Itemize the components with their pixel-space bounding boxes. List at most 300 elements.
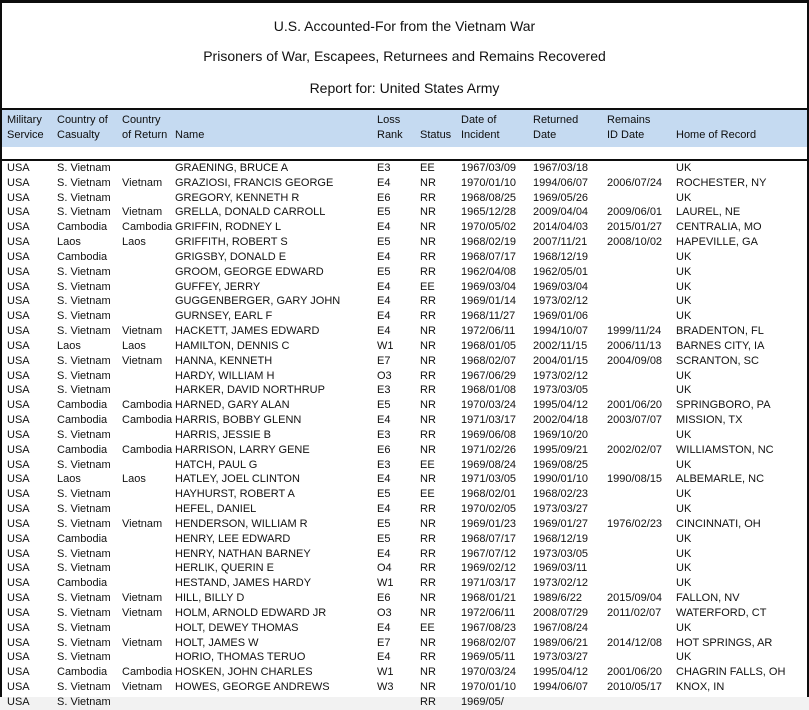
cell-home-of-record: UK (676, 295, 692, 308)
cell-date-of-incident: 1965/12/28 (461, 206, 517, 219)
cell-status: NR (420, 666, 436, 679)
cell-returned-date: 2002/11/15 (533, 339, 588, 352)
cell-date-of-incident: 1969/01/14 (461, 295, 517, 308)
table-row (2, 517, 807, 532)
cell-country-of-return: Vietnam (122, 592, 163, 605)
cell-date-of-incident: 1971/03/17 (461, 414, 517, 427)
cell-country-of-casualty: S. Vietnam (57, 592, 111, 605)
cell-date-of-incident: 1968/08/25 (461, 191, 517, 204)
cell-returned-date: 1968/12/19 (533, 532, 589, 545)
cell-loss-rank: E5 (377, 236, 391, 249)
cell-date-of-incident: 1969/06/08 (461, 428, 517, 441)
cell-loss-rank: E5 (377, 532, 391, 545)
cell-home-of-record: FALLON, NV (676, 592, 740, 605)
cell-returned-date: 1962/05/01 (533, 265, 589, 278)
cell-home-of-record: UK (676, 547, 692, 560)
cell-military-service: USA (7, 695, 30, 708)
cell-status: NR (420, 414, 436, 427)
cell-home-of-record: ALBEMARLE, NC (676, 473, 765, 486)
cell-date-of-incident: 1969/05/11 (461, 651, 516, 664)
cell-name: GREGORY, KENNETH R (175, 191, 300, 204)
cell-country-of-casualty: S. Vietnam (57, 621, 111, 634)
cell-country-of-return: Vietnam (122, 636, 163, 649)
cell-home-of-record: WATERFORD, CT (676, 606, 767, 619)
cell-date-of-incident: 1970/01/10 (461, 176, 517, 189)
cell-date-of-incident: 1970/03/24 (461, 666, 517, 679)
table-row (2, 472, 807, 487)
cell-remains-id-date: 2011/02/07 (607, 606, 662, 619)
col-header-name: Name (175, 129, 205, 141)
cell-loss-rank: E4 (377, 503, 391, 516)
cell-remains-id-date: 2015/01/27 (607, 221, 663, 234)
cell-home-of-record: UK (676, 250, 692, 263)
cell-name: HARDY, WILLIAM H (175, 369, 275, 382)
cell-date-of-incident: 1971/03/17 (461, 577, 517, 590)
table-row-partial (2, 695, 807, 710)
title-block (2, 3, 807, 108)
cell-country-of-casualty: Cambodia (57, 532, 108, 545)
cell-returned-date: 1994/06/07 (533, 680, 589, 693)
cell-home-of-record: UK (676, 162, 692, 174)
cell-country-of-return: Vietnam (122, 325, 163, 338)
cell-loss-rank: E4 (377, 621, 391, 634)
cell-military-service: USA (7, 532, 30, 545)
table-row (2, 161, 807, 176)
table-row (2, 383, 807, 398)
cell-country-of-return: Vietnam (122, 606, 163, 619)
cell-name: HATLEY, JOEL CLINTON (175, 473, 300, 486)
cell-remains-id-date: 2001/06/20 (607, 666, 663, 679)
cell-country-of-casualty: Cambodia (57, 414, 108, 427)
cell-returned-date: 1969/01/06 (533, 310, 589, 323)
cell-date-of-incident: 1967/07/12 (461, 547, 517, 560)
table-row (2, 606, 807, 621)
cell-date-of-incident: 1962/04/08 (461, 265, 517, 278)
cell-home-of-record: UK (676, 651, 692, 664)
cell-country-of-casualty: S. Vietnam (57, 162, 111, 174)
cell-status: EE (420, 458, 435, 471)
cell-home-of-record: UK (676, 532, 692, 545)
cell-home-of-record: UK (676, 280, 692, 293)
cell-returned-date: 1989/06/21 (533, 636, 589, 649)
cell-country-of-casualty: S. Vietnam (57, 606, 111, 619)
cell-country-of-return: Vietnam (122, 206, 163, 219)
cell-name: HOLT, JAMES W (175, 636, 259, 649)
cell-date-of-incident: 1968/02/01 (461, 488, 517, 501)
cell-country-of-casualty: Cambodia (57, 221, 108, 234)
cell-date-of-incident: 1972/06/11 (461, 325, 516, 338)
cell-status: EE (420, 488, 435, 501)
col-header-loss-rank: Loss Rank (377, 114, 403, 141)
cell-military-service: USA (7, 666, 30, 679)
cell-home-of-record: UK (676, 458, 692, 471)
table-row (2, 369, 807, 384)
cell-returned-date: 1968/02/23 (533, 488, 589, 501)
cell-date-of-incident: 1969/05/ (461, 695, 504, 708)
cell-home-of-record: UK (676, 191, 692, 204)
cell-status: RR (420, 651, 436, 664)
cell-date-of-incident: 1971/02/26 (461, 443, 517, 456)
table-row (2, 680, 807, 695)
report-subtitle: Prisoners of War, Escapees, Returnees and Remains Recovered (203, 48, 606, 64)
cell-date-of-incident: 1968/07/17 (461, 532, 517, 545)
table-row (2, 205, 807, 220)
cell-country-of-casualty: Cambodia (57, 666, 108, 679)
table-row (2, 547, 807, 562)
cell-returned-date: 1973/02/12 (533, 577, 589, 590)
cell-military-service: USA (7, 162, 30, 174)
cell-country-of-casualty: S. Vietnam (57, 458, 111, 471)
cell-date-of-incident: 1968/01/08 (461, 384, 517, 397)
cell-loss-rank: O3 (377, 606, 392, 619)
cell-remains-id-date: 1999/11/24 (607, 325, 662, 338)
report-for-line: Report for: United States Army (309, 80, 500, 96)
cell-status: NR (420, 221, 436, 234)
table-row (2, 250, 807, 265)
cell-loss-rank: E6 (377, 191, 391, 204)
cell-status: RR (420, 265, 436, 278)
cell-returned-date: 2002/04/18 (533, 414, 589, 427)
cell-loss-rank: E4 (377, 473, 391, 486)
cell-military-service: USA (7, 399, 30, 412)
cell-name: HERLIK, QUERIN E (175, 562, 275, 575)
cell-home-of-record: LAUREL, NE (676, 206, 741, 219)
cell-name: GROOM, GEORGE EDWARD (175, 265, 324, 278)
cell-country-of-casualty: S. Vietnam (57, 384, 111, 397)
cell-loss-rank: E6 (377, 443, 391, 456)
cell-status: RR (420, 295, 436, 308)
cell-military-service: USA (7, 354, 30, 367)
cell-country-of-casualty: S. Vietnam (57, 680, 111, 693)
col-header-country-of-casualty: Country of Casualty (57, 114, 108, 141)
cell-returned-date: 1995/04/12 (533, 666, 589, 679)
cell-name: HESTAND, JAMES HARDY (175, 577, 312, 590)
cell-home-of-record: HAPEVILLE, GA (676, 236, 758, 249)
cell-country-of-return: Laos (122, 339, 146, 352)
cell-date-of-incident: 1968/02/19 (461, 236, 517, 249)
cell-remains-id-date: 2010/05/17 (607, 680, 663, 693)
cell-loss-rank: W1 (377, 339, 394, 352)
cell-name: GUGGENBERGER, GARY JOHN (175, 295, 341, 308)
cell-name: HACKETT, JAMES EDWARD (175, 325, 320, 338)
cell-name: HARNED, GARY ALAN (175, 399, 290, 412)
table-row (2, 324, 807, 339)
cell-returned-date: 2009/04/04 (533, 206, 589, 219)
table-row (2, 650, 807, 665)
table-row (2, 294, 807, 309)
cell-military-service: USA (7, 577, 30, 590)
cell-remains-id-date: 2015/09/04 (607, 592, 663, 605)
cell-date-of-incident: 1967/08/23 (461, 621, 517, 634)
cell-home-of-record: UK (676, 369, 692, 382)
cell-status: RR (420, 577, 436, 590)
cell-status: RR (420, 369, 436, 382)
cell-returned-date: 1995/09/21 (533, 443, 589, 456)
cell-home-of-record: UK (676, 265, 692, 278)
cell-date-of-incident: 1969/01/23 (461, 517, 517, 530)
cell-returned-date: 1969/03/04 (533, 280, 589, 293)
cell-loss-rank: E4 (377, 414, 391, 427)
col-header-status: Status (420, 129, 452, 141)
cell-date-of-incident: 1969/02/12 (461, 562, 517, 575)
cell-military-service: USA (7, 265, 30, 278)
cell-name: HARRIS, BOBBY GLENN (175, 414, 302, 427)
report-title: U.S. Accounted-For from the Vietnam War (273, 18, 536, 34)
cell-country-of-casualty: S. Vietnam (57, 503, 111, 516)
cell-status: EE (420, 280, 435, 293)
cell-name: GRIFFITH, ROBERT S (175, 236, 288, 249)
cell-name: HAYHURST, ROBERT A (175, 488, 295, 501)
cell-returned-date: 1973/03/05 (533, 547, 589, 560)
cell-name: HARKER, DAVID NORTHRUP (175, 384, 325, 397)
cell-military-service: USA (7, 221, 30, 234)
cell-date-of-incident: 1968/07/17 (461, 250, 517, 263)
cell-status: RR (420, 428, 436, 441)
cell-loss-rank: W1 (377, 666, 394, 679)
cell-home-of-record: UK (676, 577, 692, 590)
cell-date-of-incident: 1967/03/09 (461, 162, 517, 174)
cell-name: HOLT, DEWEY THOMAS (175, 621, 299, 634)
cell-date-of-incident: 1970/05/02 (461, 221, 517, 234)
cell-name: GRAENING, BRUCE A (175, 162, 289, 174)
cell-status: NR (420, 592, 436, 605)
cell-country-of-casualty: Laos (57, 339, 81, 352)
cell-country-of-casualty: S. Vietnam (57, 325, 111, 338)
cell-returned-date: 1994/10/07 (533, 325, 589, 338)
cell-returned-date: 1973/02/12 (533, 295, 589, 308)
cell-home-of-record: WILLIAMSTON, NC (676, 443, 774, 456)
cell-returned-date: 2014/04/03 (533, 221, 589, 234)
cell-military-service: USA (7, 206, 30, 219)
cell-status: RR (420, 562, 436, 575)
table-row (2, 280, 807, 295)
cell-loss-rank: E5 (377, 206, 391, 219)
cell-home-of-record: BARNES CITY, IA (676, 339, 765, 352)
table-row (2, 621, 807, 636)
cell-returned-date: 1973/03/27 (533, 503, 589, 516)
cell-military-service: USA (7, 310, 30, 323)
cell-loss-rank: E4 (377, 176, 391, 189)
table-row (2, 443, 807, 458)
cell-remains-id-date: 1976/02/23 (607, 517, 663, 530)
cell-returned-date: 1973/03/27 (533, 651, 589, 664)
cell-military-service: USA (7, 680, 30, 693)
cell-name: HAMILTON, DENNIS C (175, 339, 290, 352)
cell-status: RR (420, 384, 436, 397)
cell-status: NR (420, 236, 436, 249)
cell-date-of-incident: 1968/01/21 (461, 592, 517, 605)
cell-remains-id-date: 2001/06/20 (607, 399, 663, 412)
cell-name: HARRISON, LARRY GENE (175, 443, 310, 456)
cell-loss-rank: E4 (377, 221, 391, 234)
cell-returned-date: 1969/03/11 (533, 562, 588, 575)
cell-returned-date: 1968/12/19 (533, 250, 589, 263)
cell-date-of-incident: 1970/03/24 (461, 399, 517, 412)
table-row (2, 428, 807, 443)
table-row (2, 413, 807, 428)
cell-military-service: USA (7, 562, 30, 575)
cell-status: NR (420, 473, 436, 486)
cell-name: HENRY, LEE EDWARD (175, 532, 291, 545)
cell-country-of-casualty: Cambodia (57, 399, 108, 412)
cell-status: NR (420, 339, 436, 352)
table-row (2, 220, 807, 235)
cell-returned-date: 2007/11/21 (533, 236, 588, 249)
table-row (2, 665, 807, 680)
cell-returned-date: 1969/08/25 (533, 458, 589, 471)
cell-country-of-return: Vietnam (122, 354, 163, 367)
cell-name: HORIO, THOMAS TERUO (175, 651, 306, 664)
cell-country-of-casualty: S. Vietnam (57, 206, 111, 219)
cell-date-of-incident: 1967/06/29 (461, 369, 517, 382)
table-row (2, 309, 807, 324)
col-header-date-of-incident: Date of Incident (461, 114, 500, 141)
cell-status: NR (420, 680, 436, 693)
table-row (2, 576, 807, 591)
cell-country-of-return: Vietnam (122, 176, 163, 189)
cell-status: NR (420, 517, 436, 530)
cell-returned-date: 1969/05/26 (533, 191, 589, 204)
cell-military-service: USA (7, 295, 30, 308)
cell-loss-rank: O3 (377, 369, 392, 382)
table-row (2, 235, 807, 250)
cell-country-of-casualty: S. Vietnam (57, 191, 111, 204)
cell-status: NR (420, 636, 436, 649)
cell-home-of-record: UK (676, 310, 692, 323)
cell-country-of-return: Vietnam (122, 517, 163, 530)
cell-military-service: USA (7, 250, 30, 263)
header-gap (2, 147, 807, 159)
cell-home-of-record: ROCHESTER, NY (676, 176, 767, 189)
cell-status: RR (420, 250, 436, 263)
cell-military-service: USA (7, 636, 30, 649)
cell-name: HANNA, KENNETH (175, 354, 273, 367)
cell-country-of-return: Cambodia (122, 399, 173, 412)
table-row (2, 561, 807, 576)
cell-remains-id-date: 2004/09/08 (607, 354, 663, 367)
cell-home-of-record: BRADENTON, FL (676, 325, 764, 338)
cell-returned-date: 2004/01/15 (533, 354, 589, 367)
cell-military-service: USA (7, 414, 30, 427)
cell-name: HILL, BILLY D (175, 592, 245, 605)
cell-country-of-casualty: S. Vietnam (57, 636, 111, 649)
cell-country-of-return: Cambodia (122, 414, 173, 427)
cell-military-service: USA (7, 606, 30, 619)
cell-date-of-incident: 1968/02/07 (461, 354, 517, 367)
cell-home-of-record: UK (676, 621, 692, 634)
table-row (2, 591, 807, 606)
cell-remains-id-date: 2003/07/07 (607, 414, 663, 427)
table-row (2, 265, 807, 280)
cell-name: HARRIS, JESSIE B (175, 428, 271, 441)
cell-loss-rank: E5 (377, 265, 391, 278)
cell-country-of-casualty: S. Vietnam (57, 369, 111, 382)
cell-loss-rank: E3 (377, 384, 391, 397)
cell-remains-id-date: 2009/06/01 (607, 206, 663, 219)
cell-loss-rank: W1 (377, 577, 394, 590)
cell-loss-rank: E3 (377, 458, 391, 471)
cell-country-of-return: Cambodia (122, 221, 173, 234)
cell-status: RR (420, 503, 436, 516)
cell-name: HOLM, ARNOLD EDWARD JR (175, 606, 327, 619)
cell-country-of-casualty: Laos (57, 473, 81, 486)
cell-military-service: USA (7, 547, 30, 560)
cell-returned-date: 1969/01/27 (533, 517, 589, 530)
cell-name: HENDERSON, WILLIAM R (175, 517, 308, 530)
cell-home-of-record: CHAGRIN FALLS, OH (676, 666, 786, 679)
cell-date-of-incident: 1969/08/24 (461, 458, 517, 471)
cell-remains-id-date: 2006/07/24 (607, 176, 663, 189)
cell-date-of-incident: 1968/11/27 (461, 310, 516, 323)
cell-name: HEFEL, DANIEL (175, 503, 257, 516)
cell-country-of-return: Cambodia (122, 443, 173, 456)
cell-status: NR (420, 176, 436, 189)
cell-remains-id-date: 2002/02/07 (607, 443, 663, 456)
cell-returned-date: 1990/01/10 (533, 473, 589, 486)
cell-loss-rank: E6 (377, 592, 391, 605)
cell-home-of-record: CINCINNATI, OH (676, 517, 761, 530)
col-header-country-of-return: Country of Return (122, 114, 168, 141)
cell-country-of-casualty: Cambodia (57, 443, 108, 456)
cell-country-of-casualty: Laos (57, 236, 81, 249)
cell-military-service: USA (7, 191, 30, 204)
cell-loss-rank: O4 (377, 562, 392, 575)
cell-returned-date: 2008/07/29 (533, 606, 589, 619)
cell-country-of-casualty: S. Vietnam (57, 695, 111, 708)
cell-country-of-casualty: Cambodia (57, 250, 108, 263)
cell-home-of-record: MISSION, TX (676, 414, 743, 427)
cell-home-of-record: UK (676, 428, 692, 441)
cell-returned-date: 1989/6/22 (533, 592, 582, 605)
cell-loss-rank: E5 (377, 399, 391, 412)
cell-home-of-record: SPRINGBORO, PA (676, 399, 771, 412)
cell-country-of-casualty: S. Vietnam (57, 562, 111, 575)
cell-country-of-casualty: S. Vietnam (57, 310, 111, 323)
cell-date-of-incident: 1969/03/04 (461, 280, 517, 293)
cell-military-service: USA (7, 651, 30, 664)
cell-status: NR (420, 606, 436, 619)
cell-loss-rank: W3 (377, 680, 394, 693)
cell-date-of-incident: 1968/02/07 (461, 636, 517, 649)
cell-country-of-casualty: S. Vietnam (57, 176, 111, 189)
cell-country-of-casualty: S. Vietnam (57, 354, 111, 367)
cell-date-of-incident: 1971/03/05 (461, 473, 517, 486)
cell-home-of-record: KNOX, IN (676, 680, 725, 693)
table-rows (2, 161, 807, 710)
table-row (2, 458, 807, 473)
table-row (2, 354, 807, 369)
table-row (2, 176, 807, 191)
cell-returned-date: 1973/02/12 (533, 369, 589, 382)
cell-country-of-return: Cambodia (122, 666, 173, 679)
cell-military-service: USA (7, 458, 30, 471)
cell-name: HOSKEN, JOHN CHARLES (175, 666, 313, 679)
table-row (2, 532, 807, 547)
cell-remains-id-date: 1990/08/15 (607, 473, 663, 486)
cell-country-of-casualty: S. Vietnam (57, 517, 111, 530)
cell-loss-rank: E3 (377, 428, 391, 441)
cell-military-service: USA (7, 339, 30, 352)
cell-loss-rank: E5 (377, 488, 391, 501)
cell-returned-date: 1969/10/20 (533, 428, 589, 441)
cell-loss-rank: E7 (377, 636, 391, 649)
cell-loss-rank: E3 (377, 162, 391, 174)
cell-loss-rank: E4 (377, 310, 391, 323)
cell-home-of-record: CENTRALIA, MO (676, 221, 762, 234)
cell-military-service: USA (7, 443, 30, 456)
cell-country-of-return: Vietnam (122, 680, 163, 693)
cell-loss-rank: E4 (377, 295, 391, 308)
